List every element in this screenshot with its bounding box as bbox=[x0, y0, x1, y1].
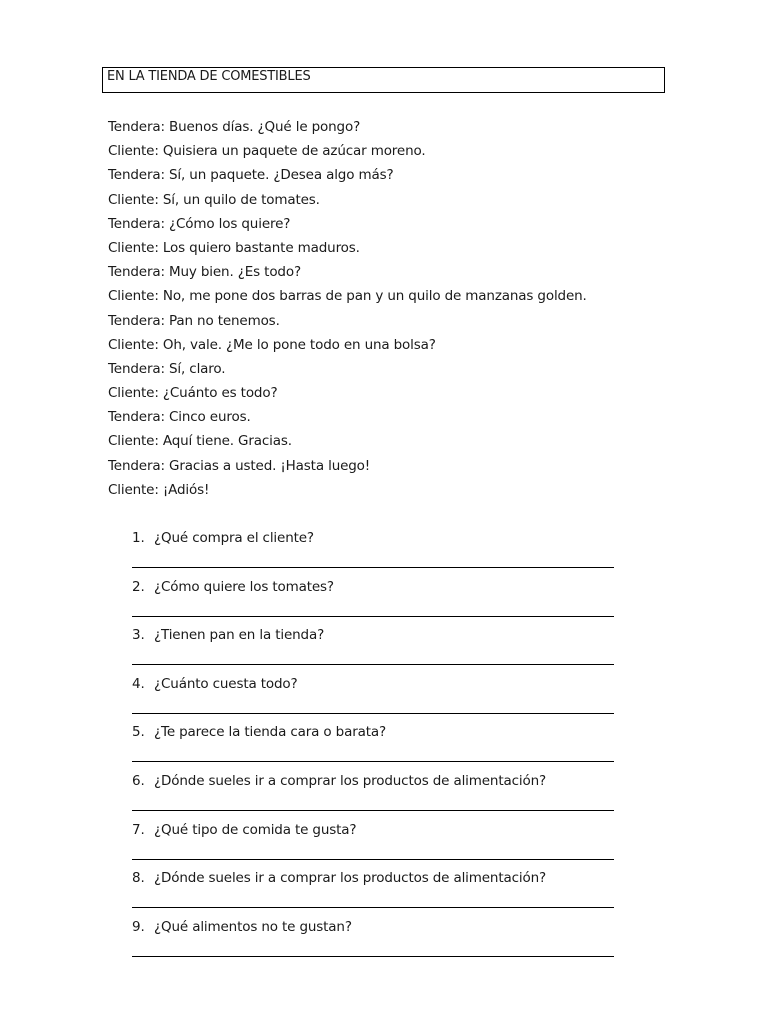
answer-line[interactable] bbox=[132, 664, 614, 665]
question-text: ¿Cómo quiere los tomates? bbox=[154, 578, 334, 595]
answer-line[interactable] bbox=[132, 761, 614, 762]
dialogue-line: Cliente: Quisiera un paquete de azúcar moreno. bbox=[108, 143, 426, 160]
question-text: ¿Dónde sueles ir a comprar los productos de alimentación? bbox=[154, 772, 547, 789]
question-number: 6. bbox=[132, 772, 145, 789]
question-item bbox=[132, 674, 616, 723]
question-item bbox=[132, 625, 616, 674]
dialogue-line: Cliente: Sí, un quilo de tomates. bbox=[108, 191, 320, 208]
question-number: 8. bbox=[132, 870, 145, 887]
dialogue-line: Cliente: Aquí tiene. Gracias. bbox=[108, 433, 292, 450]
answer-line[interactable] bbox=[132, 956, 614, 957]
dialogue-line: Tendera: Pan no tenemos. bbox=[108, 312, 280, 329]
question-text: ¿Qué compra el cliente? bbox=[154, 530, 314, 546]
dialogue-line: Tendera: Gracias a usted. ¡Hasta luego! bbox=[108, 457, 371, 474]
question-item bbox=[132, 868, 616, 917]
answer-line[interactable] bbox=[132, 616, 614, 617]
question-item bbox=[132, 820, 616, 869]
answer-line[interactable] bbox=[132, 567, 614, 568]
question-text: ¿Tienen pan en la tienda? bbox=[154, 627, 325, 644]
answer-line[interactable] bbox=[132, 907, 614, 908]
question-number: 7. bbox=[132, 821, 145, 838]
question-number: 1. bbox=[132, 530, 145, 546]
question-item bbox=[132, 528, 616, 577]
dialogue bbox=[108, 117, 587, 504]
question-text: ¿Te parece la tienda cara o barata? bbox=[154, 724, 386, 741]
question-item bbox=[132, 722, 616, 771]
question-item bbox=[132, 917, 616, 966]
question-item bbox=[132, 771, 616, 820]
answer-line[interactable] bbox=[132, 810, 614, 811]
dialogue-line: Tendera: Buenos días. ¿Qué le pongo? bbox=[108, 119, 361, 135]
dialogue-line: Cliente: ¿Cuánto es todo? bbox=[108, 385, 278, 402]
question-text: ¿Cuánto cuesta todo? bbox=[154, 675, 298, 692]
page-title: EN LA TIENDA DE COMESTIBLES bbox=[102, 67, 665, 93]
question-number: 2. bbox=[132, 578, 145, 595]
dialogue-line: Tendera: Sí, claro. bbox=[108, 360, 226, 377]
dialogue-line: Tendera: Sí, un paquete. ¿Desea algo más? bbox=[108, 167, 394, 184]
dialogue-line: Tendera: ¿Cómo los quiere? bbox=[108, 215, 291, 232]
dialogue-line: Cliente: ¡Adiós! bbox=[108, 481, 210, 498]
question-number: 9. bbox=[132, 918, 145, 935]
question-text: ¿Qué tipo de comida te gusta? bbox=[154, 821, 357, 838]
question-number: 4. bbox=[132, 675, 145, 692]
dialogue-line: Cliente: Oh, vale. ¿Me lo pone todo en una bolsa? bbox=[108, 336, 436, 353]
question-number: 3. bbox=[132, 627, 145, 644]
answer-line[interactable] bbox=[132, 859, 614, 860]
question-item bbox=[132, 577, 616, 626]
question-text: ¿Dónde sueles ir a comprar los productos de alimentación? bbox=[154, 870, 547, 887]
answer-line[interactable] bbox=[132, 713, 614, 714]
dialogue-line: Cliente: No, me pone dos barras de pan y un quilo de manzanas golden. bbox=[108, 288, 587, 305]
question-list bbox=[132, 528, 616, 965]
question-text: ¿Qué alimentos no te gustan? bbox=[154, 918, 352, 935]
question-number: 5. bbox=[132, 724, 145, 741]
dialogue-line: Tendera: Cinco euros. bbox=[108, 409, 251, 426]
dialogue-line: Cliente: Los quiero bastante maduros. bbox=[108, 239, 360, 256]
dialogue-line: Tendera: Muy bien. ¿Es todo? bbox=[108, 264, 301, 281]
